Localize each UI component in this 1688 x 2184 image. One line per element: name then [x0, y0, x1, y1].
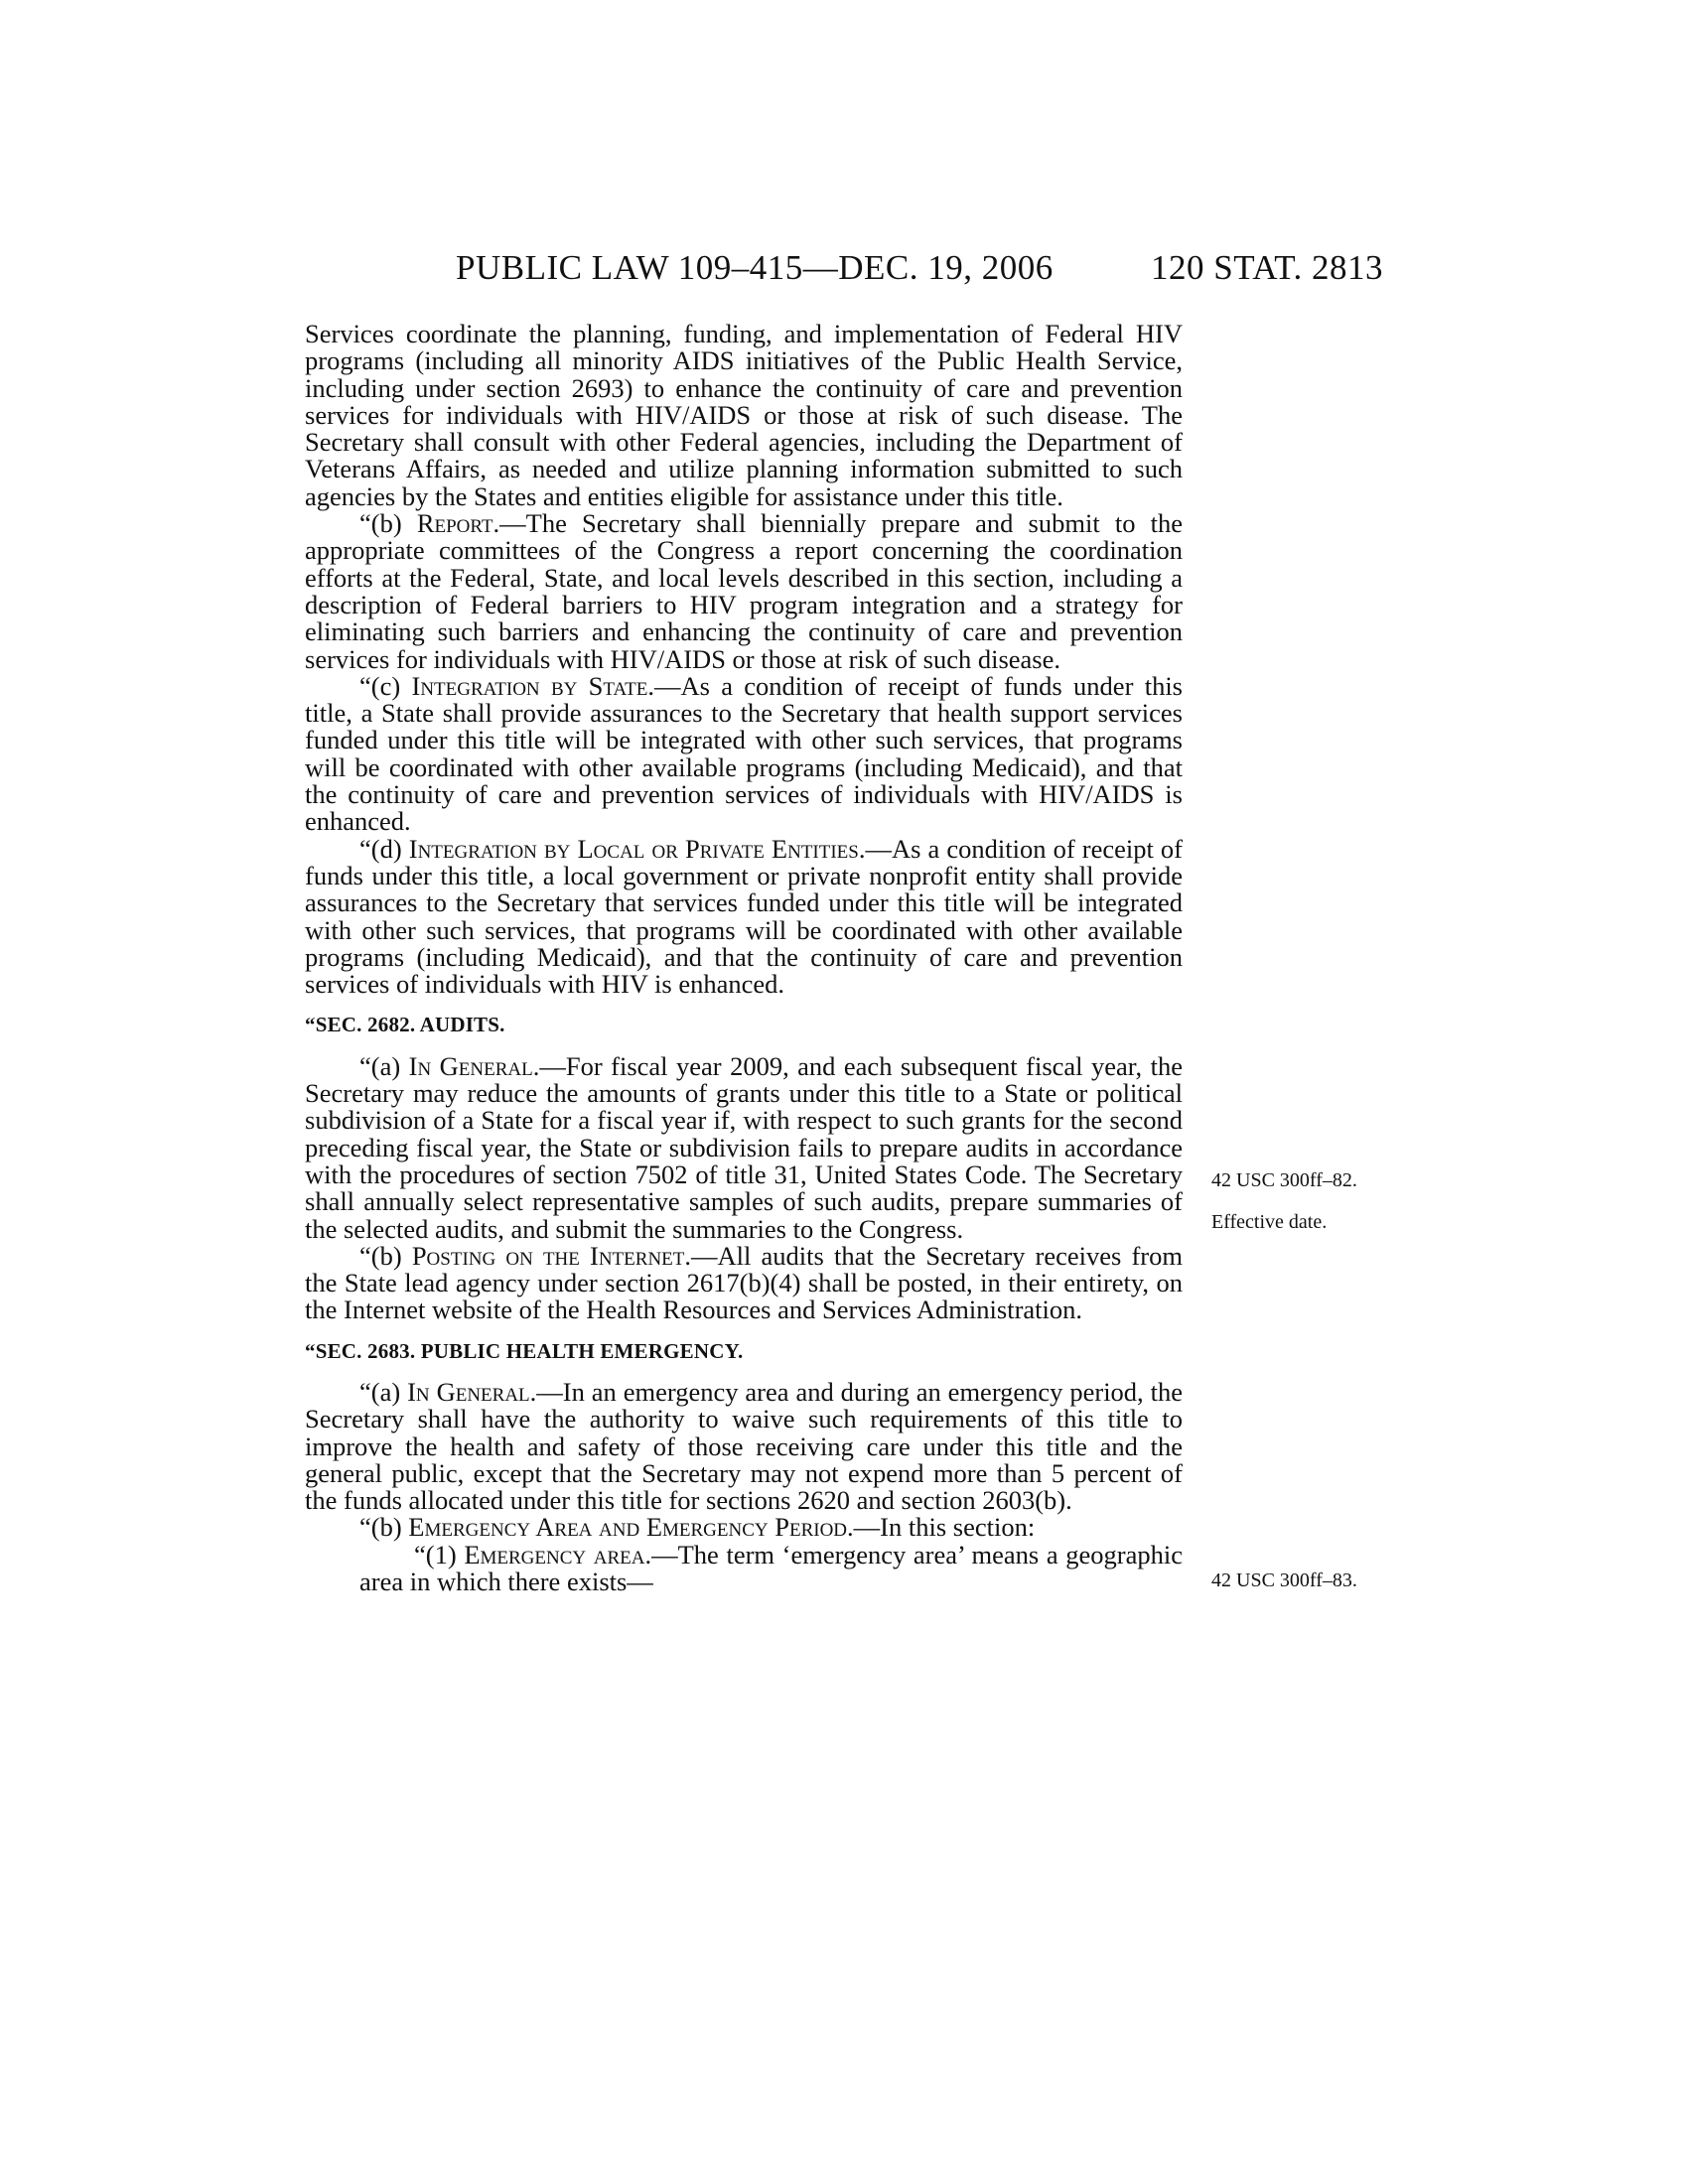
subsection-heading: In General [408, 1050, 533, 1081]
subsection-heading: Integration by State [411, 670, 648, 701]
sec-2682-subsection-b: “(b) Posting on the Internet.—All audits that the Secretary receives from the State lead agency under section 2617(b)(4) shall be posted, in their entirety, on the Internet website of the Health Resources and Services Administration. [305, 1240, 1183, 1325]
subsection-heading: Report [416, 508, 493, 539]
section-heading-2682: “SEC. 2682. AUDITS. [305, 1013, 505, 1037]
margin-note-usc-82: 42 USC 300ff–82. [1211, 1169, 1357, 1191]
paragraph-continuation: Services coordinate the planning, funding, and implementation of Federal HIV programs (including all minority AIDS initiatives of the Public Health Service, including under section 2693) to enhance the continuity of care and prevention services for individuals with HIV/AIDS or those at risk of such disease. The Secretary shall consult with other Federal agencies, including the Department of Veterans Affairs, as needed and utilize planning information submitted to such agencies by the States and entities eligible for assistance under this title. [305, 319, 1183, 511]
margin-note-usc-83: 42 USC 300ff–83. [1211, 1570, 1357, 1591]
subsection-heading: Integration by Local or Private Entities [408, 833, 859, 864]
section-heading-2683: “SEC. 2683. PUBLIC HEALTH EMERGENCY. [305, 1338, 744, 1363]
subsection-c-integration-state: “(c) Integration by State.—As a condition of receipt of funds under this title, a State shall provide assurances to the Secretary that health support services funded under this title will be integrated with other such services, that programs will be coordinated with other available programs (including Medicaid), and that the continuity of care and prevention services of individuals with HIV/AIDS is enhanced. [305, 670, 1183, 837]
subsection-b-report: “(b) Report.—The Secretary shall biennially prepare and submit to the appropriate committees of the Congress a report concerning the coordination efforts at the Federal, State, and local levels described in this section, including a description of Federal barriers to HIV program integration and a strategy for eliminating such barriers and enhancing the continuity of care and prevention services for individuals with HIV/AIDS or those at risk of such disease. [305, 508, 1183, 674]
sec-2682-subsection-a: “(a) In General.—For fiscal year 2009, and each subsequent fiscal year, the Secretary may reduce the amounts of grants under this title to a State or political subdivision of a State for a fiscal year if, with respect to such grants for the second preceding fiscal year, the State or subdivision fails to prepare audits in accordance with the procedures of section 7502 of title 31, United States Code. The Secretary shall annually select representative samples of such audits, prepare summaries of the selected audits, and submit the summaries to the Congress. [305, 1050, 1183, 1244]
subsection-heading: Emergency Area and Emergency Period [408, 1512, 848, 1543]
sec-2683-subsection-b: “(b) Emergency Area and Emergency Period.—In this section: [359, 1512, 1036, 1543]
paragraph-heading: Emergency area [464, 1539, 645, 1570]
running-header-stat-page: 120 STAT. 2813 [1151, 248, 1383, 287]
subsection-heading: Posting on the Internet [411, 1240, 685, 1271]
statute-text-column [305, 321, 1183, 1595]
sec-2683-paragraph-1: “(1) Emergency area.—The term ‘emergency area’ means a geographic area in which there exists— [359, 1539, 1183, 1597]
sec-2683-subsection-a: “(a) In General.—In an emergency area and during an emergency period, the Secretary shall have the authority to waive such requirements of this title to improve the health and safety of those receiving care under this title and the general public, except that the Secretary may not expend more than 5 percent of the funds allocated under this title for sections 2620 and section 2603(b). [305, 1376, 1183, 1516]
running-header-law: PUBLIC LAW 109–415—DEC. 19, 2006 [456, 248, 1054, 287]
subsection-heading: In General [407, 1376, 530, 1407]
margin-note-effective-date: Effective date. [1211, 1211, 1328, 1233]
subsection-d-integration-local: “(d) Integration by Local or Private Entities.—As a condition of receipt of funds under this title, a local government or private nonprofit entity shall provide assurances to the Secretary that services funded under this title will be integrated with other such services, that programs will be coordinated with other available programs (including Medicaid), and that the continuity of care and prevention services of individuals with HIV is enhanced. [305, 833, 1183, 1000]
